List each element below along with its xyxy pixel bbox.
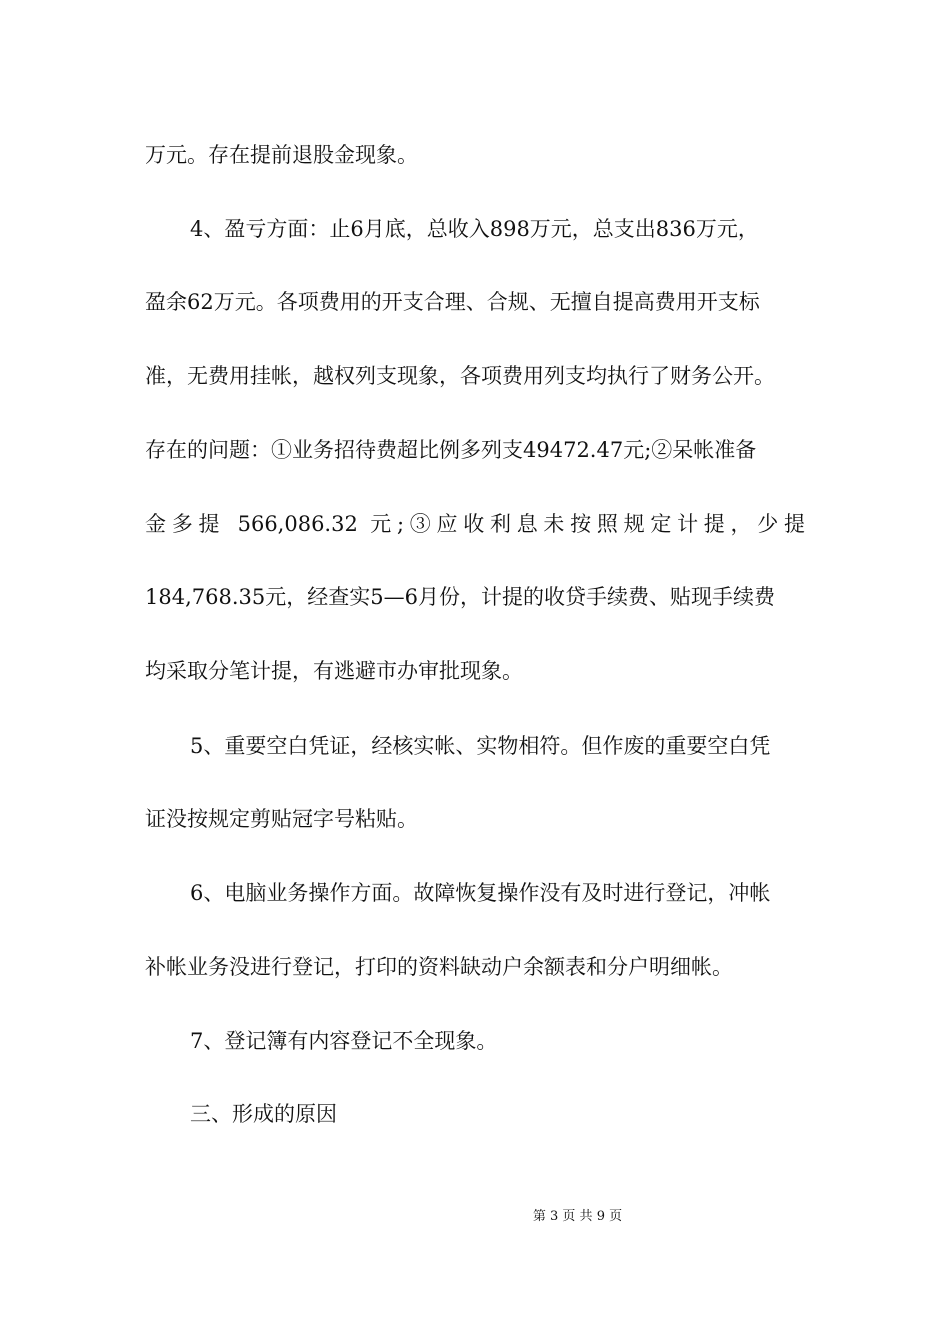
paragraph-line: 184,768.35元，经查实5—6月份，计提的收贷手续费、贴现手续费 [145, 585, 775, 609]
page-number-footer: 第 3 页 共 9 页 [532, 1209, 623, 1224]
paragraph-line: 准，无费用挂帐，越权列支现象，各项费用列支均执行了财务公开。 [145, 364, 775, 388]
paragraph-line: 7、登记簿有内容登记不全现象。 [190, 1029, 498, 1053]
paragraph-line: 5、重要空白凭证，经核实帐、实物相符。但作废的重要空白凭 [190, 734, 771, 758]
paragraph-line: 万元。存在提前退股金现象。 [145, 143, 418, 167]
paragraph-line: 6、电脑业务操作方面。故障恢复操作没有及时进行登记，冲帐 [190, 881, 771, 905]
paragraph-line: 盈余62万元。各项费用的开支合理、合规、无擅自提高费用开支标 [145, 290, 760, 314]
paragraph-line: 证没按规定剪贴冠字号粘贴。 [145, 807, 418, 831]
paragraph-line: 存在的问题：①业务招待费超比例多列支49472.47元;②呆帐准备 [145, 438, 757, 462]
paragraph-line: 补帐业务没进行登记，打印的资料缺动户余额表和分户明细帐。 [145, 955, 733, 979]
paragraph-line: 4、盈亏方面：止6月底，总收入898万元，总支出836万元， [190, 217, 759, 241]
section-heading: 三、形成的原因 [190, 1102, 337, 1126]
paragraph-line: 金多提 566,086.32 元;③应收利息未按照规定计提，少提 [145, 512, 805, 536]
paragraph-line: 均采取分笔计提，有逃避市办审批现象。 [145, 659, 523, 683]
